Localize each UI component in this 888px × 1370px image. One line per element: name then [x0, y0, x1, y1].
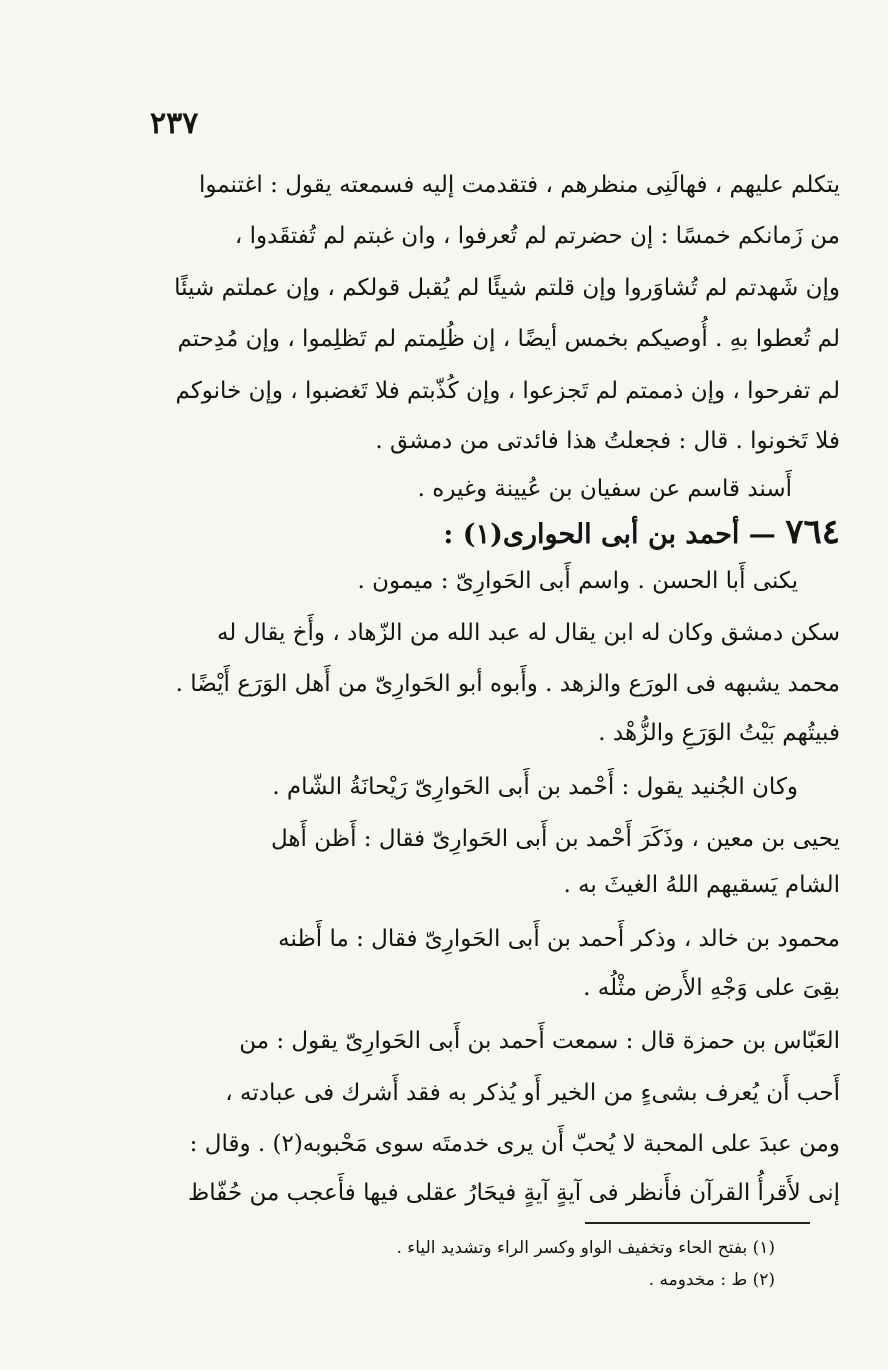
text-line: فلا تَخونوا . قال : فجعلتُ هذا فائدتى من دمشق . — [375, 428, 840, 454]
text-line: فبيتُهم بَيْتُ الوَرَعِ والزُّهْد . — [598, 720, 840, 746]
text-line: وكان الجُنيد يقول : أَحْمد بن أَبى الحَوارِىّ رَيْحانَةُ الشّام . — [272, 774, 798, 800]
text-line: يحيى بن معين ، وذَكَرَ أَحْمد بن أَبى الحَوارِىّ فقال : أَظن أَهل — [271, 826, 840, 852]
page-number: ٢٣٧ — [150, 106, 199, 141]
text-line: سكن دمشق وكان له ابن يقال له عبد الله من الزّهاد ، وأَخ يقال له — [216, 620, 840, 646]
text-line: ومن عبدَ على المحبة لا يُحبّ أَن يرى خدمتَه سوى مَحْبوبه(٢) . وقال : — [189, 1131, 840, 1157]
text-line: وإن شَهدتم لم تُشاوَروا وإن قلتم شيئًا لم يُقبل قولكم ، وإن عملتم شيئًا — [174, 275, 840, 301]
footnote-1: (١) بفتح الحاء وتخفيف الواو وكسر الراء وتشديد الياء . — [396, 1238, 775, 1258]
entry-number: ٧٦٤ — [785, 512, 840, 552]
footnote-2: (٢) ط : مخدومه . — [648, 1270, 775, 1290]
text-line: لم تفرحوا ، وإن ذممتم لم تَجزعوا ، وإن كُذّبتم فلا تَغضبوا ، وإن خانوكم — [175, 378, 840, 404]
text-line: الشام يَسقيهم اللهُ الغيثَ به . — [563, 872, 840, 898]
footnote-divider — [585, 1222, 810, 1224]
text-line: لم تُعطوا بهِ . أُوصيكم بخمس أيضًا ، إن ظُلِمتم لم تَظلِموا ، وإن مُدِحتم — [177, 326, 840, 352]
text-line: من زَمانكم خمسًا : إن حضرتم لم تُعرفوا ، وان غبتم لم تُفتقَدوا ، — [234, 223, 840, 249]
text-line: إنى لأَقرأُ القرآن فأَنظر فى آيةٍ آيةٍ فيحَارُ عقلى فيها فأَعجب من حُفّاظ — [188, 1180, 840, 1206]
entry-heading — [443, 512, 840, 552]
text-line: بقِىَ على وَجْهِ الأَرض مثْلُه . — [583, 975, 840, 1001]
text-line: العَبّاس بن حمزة قال : سمعت أَحمد بن أَبى الحَوارِىّ يقول : من — [239, 1028, 840, 1054]
text-line: يكنى أَبا الحسن . واسم أَبى الحَوارِىّ : ميمون . — [357, 568, 798, 594]
entry-title: — أحمد بن أبى الحوارى(١) : — [443, 519, 776, 550]
text-line: أَسند قاسم عن سفيان بن عُيينة وغيره . — [417, 476, 792, 502]
text-line: أَحب أَن يُعرف بشىءٍ من الخير أَو يُذكر به فقد أَشرك فى عبادته ، — [225, 1080, 840, 1106]
text-line: محمود بن خالد ، وذكر أَحمد بن أَبى الحَوارِىّ فقال : ما أَظنه — [278, 926, 840, 952]
text-line: محمد يشبهه فى الورَع والزهد . وأَبوه أبو الحَوارِىّ من أَهل الوَرَع أَيْضًا . — [175, 671, 840, 697]
text-line: يتكلم عليهم ، فهالَنِى منظرهم ، فتقدمت إليه فسمعته يقول : اغتنموا — [198, 172, 840, 198]
